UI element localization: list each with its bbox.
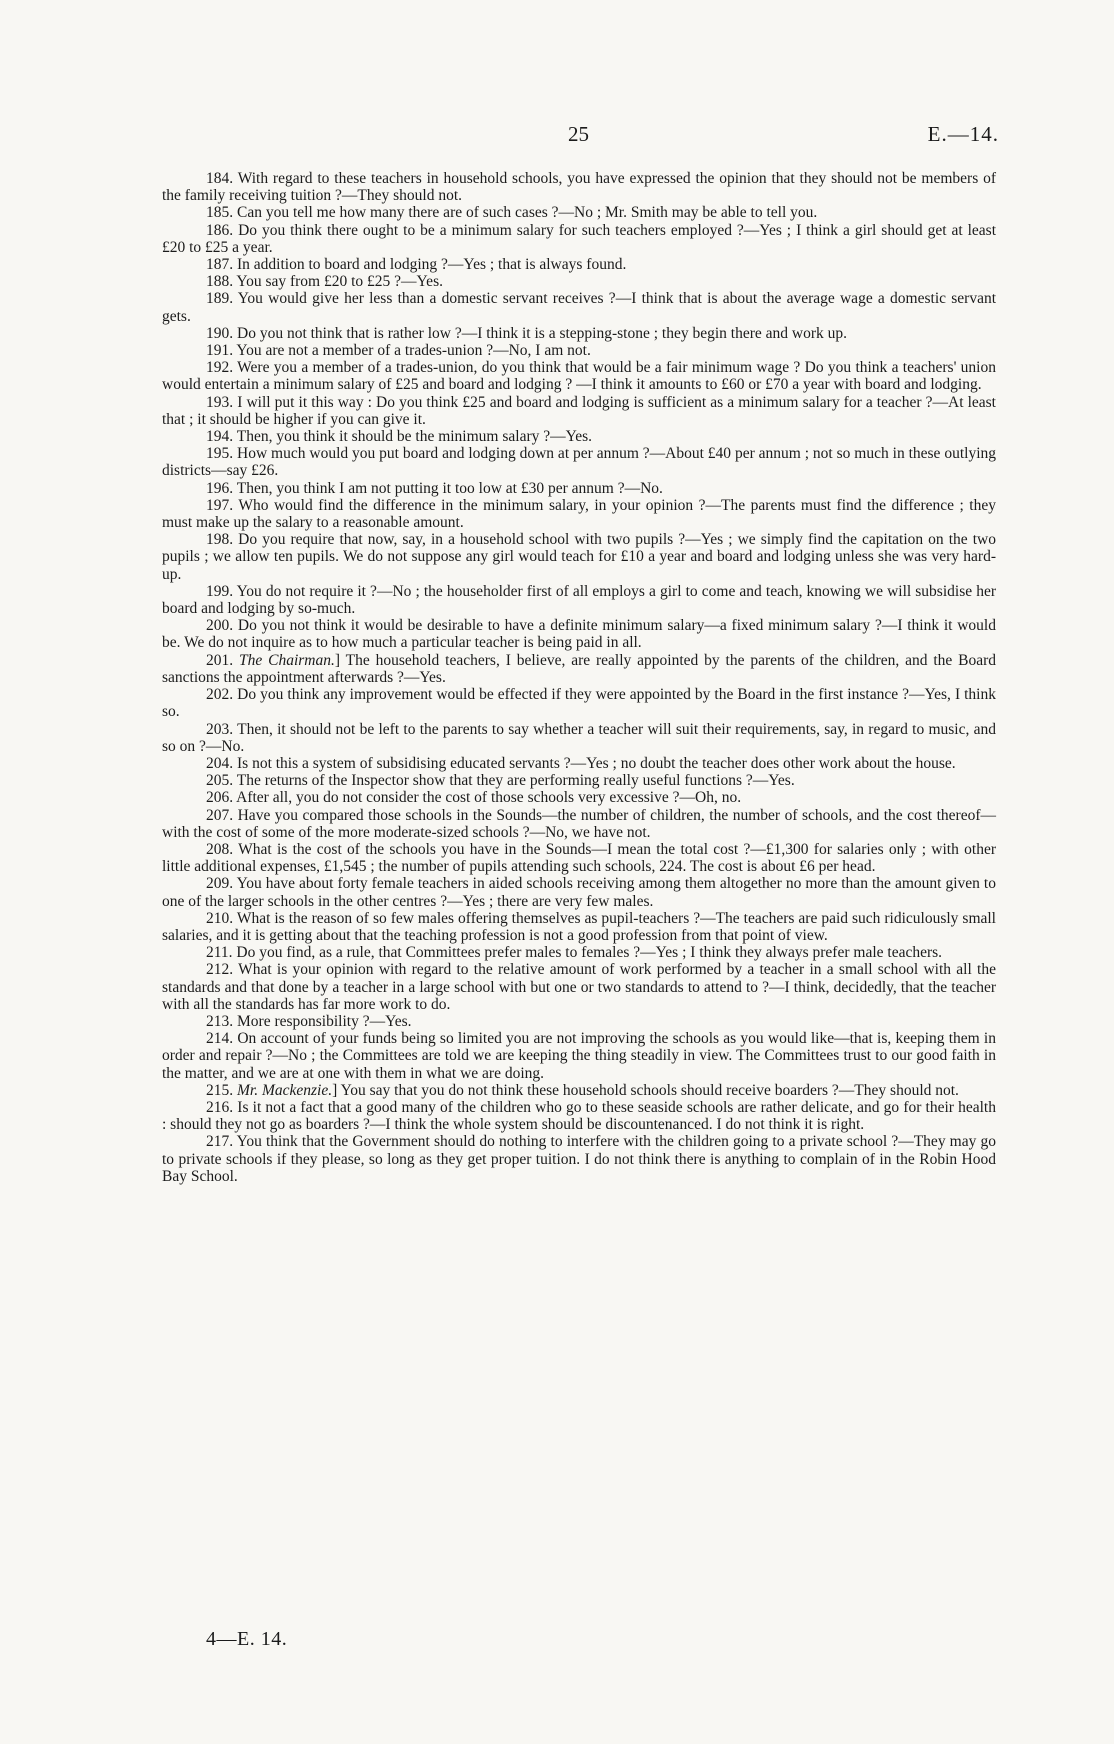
footer-signature-code: 4—E. 14. [206,1628,288,1650]
question-paragraph: 190. Do you not think that is rather low ?—I think it is a stepping-stone ; they begin there and work up. [206,324,847,342]
question-paragraph: 188. You say from £20 to £25 ?—Yes. [206,273,443,291]
question-paragraph: 204. Is not this a system of subsidising educated servants ?—Yes ; no doubt the teacher does other work about the house. [206,754,956,772]
question-paragraph: 191. You are not a member of a trades-union ?—No, I am not. [206,342,591,360]
document-code: E.—14. [927,122,999,146]
question-paragraph: 214. On account of your funds being so limited you are not improving the schools as you would like—that is, keeping them in order and repair ?—No ; the Committees are told we are keeping the thing steadily in view. The Committees trust to our good faith in the matter, and we are at one with them in what we are doing. [162,1030,996,1082]
question-paragraph: 185. Can you tell me how many there are of such cases ?—No ; Mr. Smith may be able to tell you. [206,204,818,222]
page-number: 25 [568,122,589,146]
question-paragraph: 197. Who would find the difference in the minimum salary, in your opinion ?—The parents must find the difference ; they must make up the salary to a reasonable amount. [162,496,996,532]
question-paragraph: 217. You think that the Government should do nothing to interfere with the children going to a private school ?—They may go to private schools if they please, so long as they get proper tuition. I do not think there is anything to complain of in the Robin Hood Bay School. [162,1133,996,1185]
question-paragraph: 193. I will put it this way : Do you think £25 and board and lodging is sufficient as a minimum salary for a teacher ?—At least that ; it should be higher if you can give it. [162,393,996,428]
question-paragraph: 216. Is it not a fact that a good many of the children who go to these seaside schools are rather delicate, and go for their health : should they not go as boarders ?—I think the whole system should be discountenanced. I do not think it is right. [162,1098,996,1134]
question-paragraph: 189. You would give her less than a domestic servant receives ?—I think that is about the average wage a domestic servant gets. [162,290,996,325]
question-paragraph: 201. The Chairman.] The household teachers, I believe, are really appointed by the parents of the children, and the Board sanctions the appointment afterwards ?—Yes. [162,651,997,686]
question-paragraph: 212. What is your opinion with regard to the relative amount of work performed by a teacher in a small school with all the standards and that done by a teacher in a large school with but one or two standards to attend to ?—I think, decidedly, that the teacher with all the standards has far more work to do. [162,961,996,1013]
question-paragraph: 209. You have about forty female teachers in aided schools receiving among them altogether no more than the amount given to one of the larger schools in the other centres ?—Yes ; there are very few males. [162,875,996,910]
question-paragraph: 205. The returns of the Inspector show that they are performing really useful functions ?—Yes. [206,772,795,790]
testimony-body [162,170,996,1185]
speaker-name: The Chairman. [239,651,335,669]
question-paragraph: 196. Then, you think I am not putting it too low at £30 per annum ?—No. [206,479,663,497]
question-paragraph: 199. You do not require it ?—No ; the householder first of all employs a girl to come and teach, knowing we will subsidise her board and lodging by so-much. [162,582,996,618]
question-paragraph: 195. How much would you put board and lodging down at per annum ?—About £40 per annum ; not so much in these outlying districts—say £26. [162,445,996,480]
question-paragraph: 198. Do you require that now, say, in a household school with two pupils ?—Yes ; we simply find the capitation on the two pupils ; we allow ten pupils. We do not suppose any girl would teach for £10 a year and board and lodging unless she was very hard-up. [162,531,996,583]
page-header [0,122,1114,152]
question-paragraph: 202. Do you think any improvement would be effected if they were appointed by the Board in the first instance ?—Yes, I think so. [162,686,996,721]
question-paragraph: 213. More responsibility ?—Yes. [206,1012,412,1030]
question-paragraph: 215. Mr. Mackenzie.] You say that you do not think these household schools should receive boarders ?—They should not. [206,1081,959,1099]
question-paragraph: 194. Then, you think it should be the minimum salary ?—Yes. [206,428,593,446]
question-paragraph: 184. With regard to these teachers in household schools, you have expressed the opinion that they should not be members of the family receiving tuition ?—They should not. [162,170,996,205]
question-paragraph: 206. After all, you do not consider the cost of those schools very excessive ?—Oh, no. [206,789,742,807]
question-paragraph: 207. Have you compared those schools in the Sounds—the number of children, the number of schools, and the cost thereof—with the cost of some of the more moderate-sized schools ?—No, we have not. [162,806,996,841]
question-paragraph: 200. Do you not think it would be desirable to have a definite minimum salary—a fixed minimum salary ?—I think it would be. We do not inquire as to how much a particular teacher is being paid in all. [162,617,996,652]
question-paragraph: 186. Do you think there ought to be a minimum salary for such teachers employed ?—Yes ; I think a girl should get at least £20 to £25 a year. [162,221,996,256]
question-paragraph: 187. In addition to board and lodging ?—Yes ; that is always found. [206,256,627,274]
question-paragraph: 211. Do you find, as a rule, that Committees prefer males to females ?—Yes ; I think they always prefer male teachers. [206,944,943,962]
question-paragraph: 210. What is the reason of so few males offering themselves as pupil-teachers ?—The teachers are paid such ridiculously small salaries, and it is getting about that the teaching profession is not a good profession from that point of view. [162,909,996,944]
question-paragraph: 203. Then, it should not be left to the parents to say whether a teacher will suit their requirements, say, in regard to music, and so on ?—No. [162,720,996,755]
question-paragraph: 192. Were you a member of a trades-union, do you think that would be a fair minimum wage ? Do you think a teachers' union would entertain a minimum salary of £25 and board and lodging ? —I think it amounts to £60 or £70 a year with board and lodging. [162,359,996,394]
speaker-name: Mr. Mackenzie. [237,1081,333,1099]
question-paragraph: 208. What is the cost of the schools you have in the Sounds—I mean the total cost ?—£1,300 for salaries only ; with other little additional expenses, £1,545 ; the number of pupils attending such schools, 224. The cost is about £6 per head. [162,840,996,876]
